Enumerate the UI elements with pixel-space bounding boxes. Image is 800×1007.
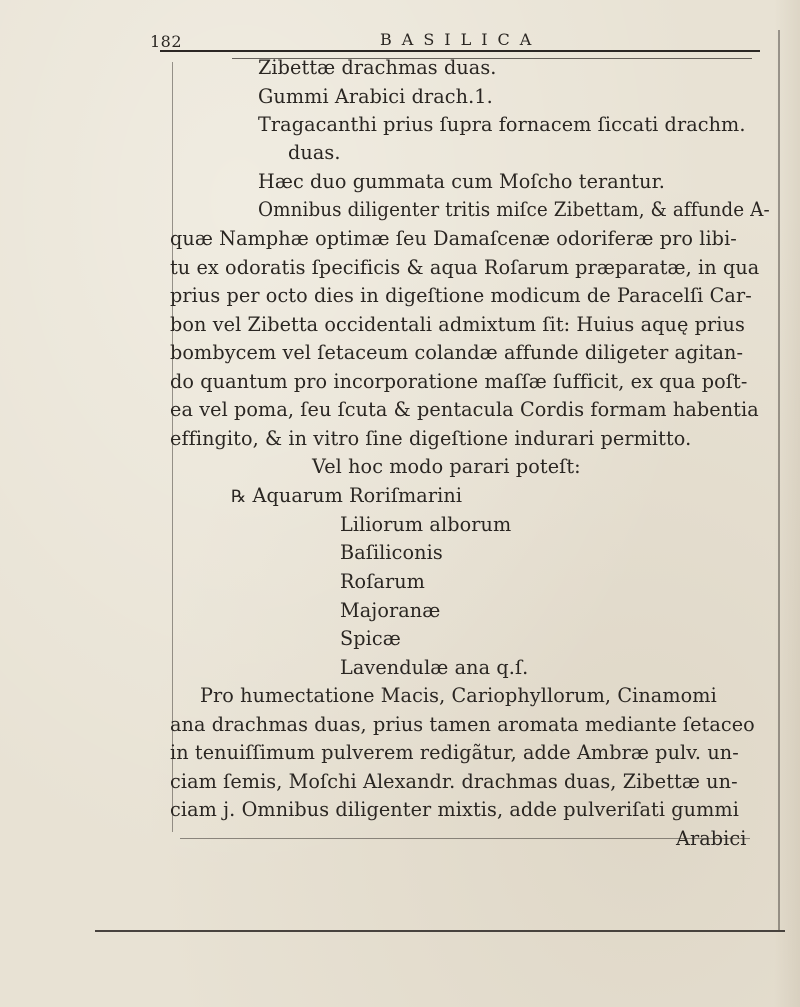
text-line: Hæc duo gummata cum Moſcho terantur. xyxy=(258,170,665,193)
text-line: Tragacanthi prius ſupra fornacem ſiccati drachm. xyxy=(258,113,746,136)
text-line: Vel hoc modo parari poteſt: xyxy=(312,455,581,478)
recipe-ingredient: Liliorum alborum xyxy=(340,513,512,536)
text-line: ciam j. Omnibus diligenter mixtis, adde pulveriſati gummi xyxy=(170,798,739,821)
recipe-symbol: ℞ xyxy=(231,487,247,507)
text-line: in tenuiſſimum pulverem redigãtur, adde Ambræ pulv. un- xyxy=(170,741,739,764)
text-line: bombycem vel ſetaceum colandæ affunde diligeter agitan- xyxy=(170,341,744,364)
recipe-ingredient: Majoranæ xyxy=(340,599,441,622)
text-line: quæ Namphæ optimæ ſeu Damaſcenæ odoriferæ pro libi- xyxy=(170,227,737,250)
page-number: 182 xyxy=(150,32,183,51)
recipe-ingredient: Aquarum Roriſmarini xyxy=(252,484,463,507)
text-line: duas. xyxy=(288,141,341,164)
text-line: ana drachmas duas, prius tamen aromata mediante ſetaceo xyxy=(170,713,755,736)
text-line: prius per octo dies in digeſtione modicum de Paracelſi Car- xyxy=(170,284,752,307)
text-line: Omnibus diligenter tritis miſce Zibettam, & affunde A- xyxy=(258,198,770,221)
text-line: tu ex odoratis ſpecificis & aqua Roſarum præparatæ, in qua xyxy=(170,256,760,279)
recipe-ingredient: Spicæ xyxy=(340,627,401,650)
text-line: Pro humectatione Macis, Cariophyllorum, Cinamomi xyxy=(200,684,717,707)
text-line: ea vel poma, ſeu ſcuta & pentacula Cordis formam habentia xyxy=(170,398,759,421)
text-line: Gummi Arabici drach.1. xyxy=(258,85,493,108)
text-line: Zibettæ drachmas duas. xyxy=(258,56,497,79)
recipe-ingredient: Roſarum xyxy=(340,570,425,593)
text-line: ciam ſemis, Moſchi Alexandr. drachmas duas, Zibettæ un- xyxy=(170,770,738,793)
catchword: Arabici xyxy=(676,827,747,850)
recipe-line xyxy=(231,484,462,509)
recipe-ingredient: Lavendulæ ana q.ſ. xyxy=(340,656,529,679)
running-head: BASILICA xyxy=(380,30,542,49)
text-line: do quantum pro incorporatione maſſæ ſufficit, ex qua poſt- xyxy=(170,370,748,393)
recipe-ingredient: Baſiliconis xyxy=(340,541,443,564)
text-line: effingito, & in vitro ſine digeſtione indurari permitto. xyxy=(170,427,692,450)
text-line: bon vel Zibetta occidentali admixtum ſit: Huius aquę prius xyxy=(170,313,745,336)
